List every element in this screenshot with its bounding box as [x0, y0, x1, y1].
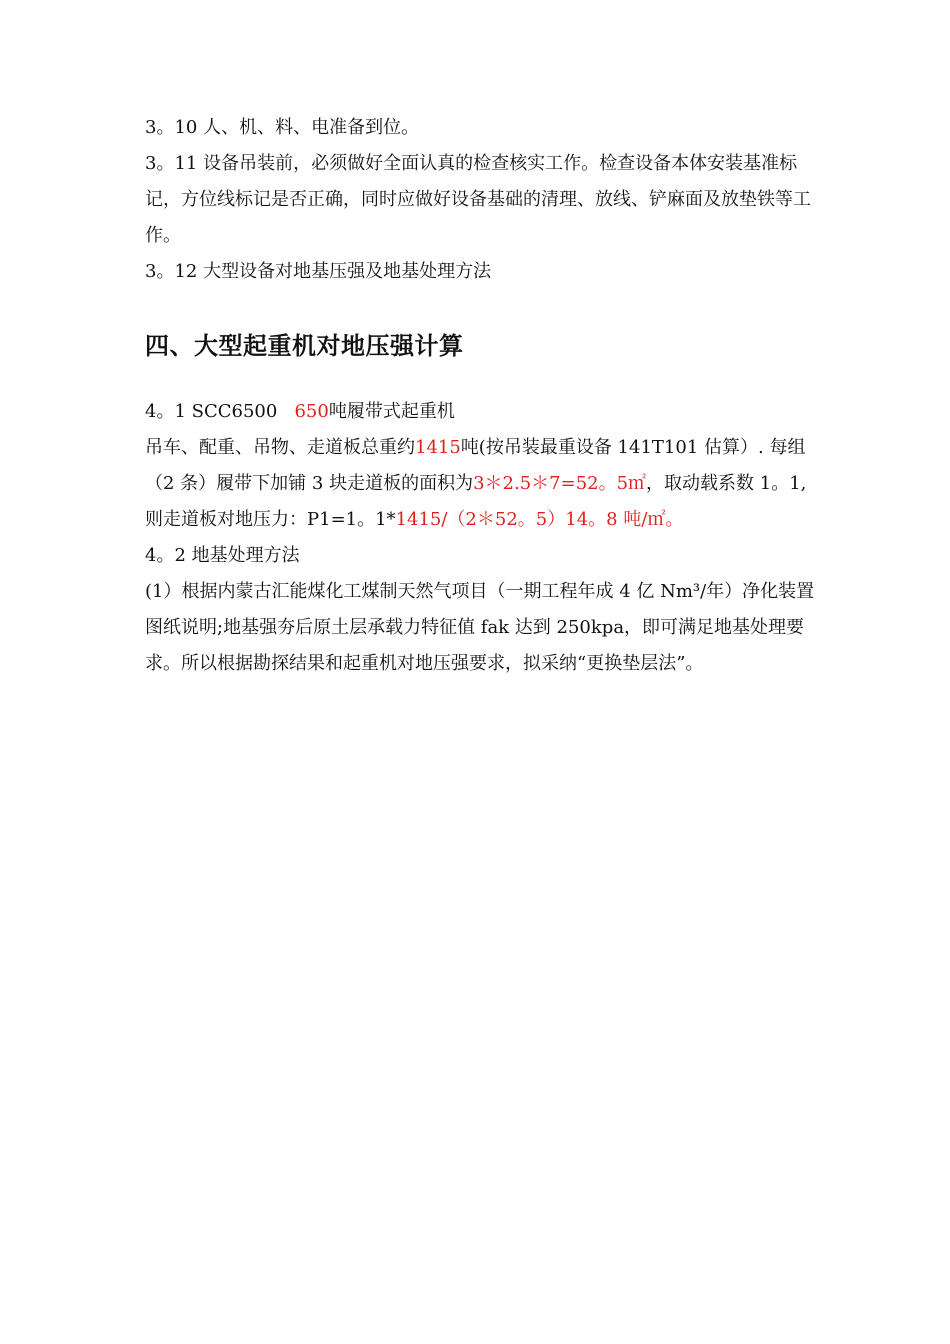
paragraph-3-10: 3。10 人、机、料、电准备到位。 [145, 117, 420, 138]
paragraph-3-11: 3。11 设备吊装前，必须做好全面认真的检查核实工作。检查设备本体安装基准标记，方位线标记是否正确，同时应做好设备基础的清理、放线、铲麻面及放垫铁等工作。 [145, 153, 811, 246]
calc-text-2: 吨(按吊装最重设备 141T101 估算）. 每组（2 条）履带下加铺 3 块走道板的面积为 [145, 437, 806, 494]
crane-tonnage-value: 650 [294, 401, 329, 422]
total-weight-value: 1415 [415, 437, 461, 458]
document-body [145, 110, 815, 682]
paragraph-4-2: 4。2 地基处理方法 [145, 545, 300, 566]
paragraph-3-12: 3。12 大型设备对地基压强及地基处理方法 [145, 261, 492, 282]
paragraph-4-1 [145, 394, 815, 430]
calc-text-3: ，取动载系数 1。1, 则走道板对地压力：P1=1。1* [145, 473, 807, 530]
paragraph-4-1-prefix: 4。1 SCC6500 [145, 401, 295, 422]
pressure-result-value: 1415/（2＊52。5）14。8 吨/㎡。 [395, 509, 684, 530]
calc-text-1: 吊车、配重、吊物、走道板总重约 [145, 437, 415, 458]
pressure-calculation-paragraph [145, 430, 815, 538]
area-formula-value: 3＊2.5＊7=52。5㎡ [473, 473, 647, 494]
section-4-heading: 四、大型起重机对地压强计算 [145, 332, 464, 360]
paragraph-4-2-body: (1）根据内蒙古汇能煤化工煤制天然气项目（一期工程年成 4 亿 Nm³/年）净化装置图纸说明;地基强夯后原土层承载力特征值 fak 达到 250kpa，即可满足地基处理要求。所以根据勘探结果和起重机对地压强要求，拟采纳“更换垫层法”。 [145, 581, 815, 674]
paragraph-4-1-suffix: 吨履带式起重机 [328, 401, 455, 422]
